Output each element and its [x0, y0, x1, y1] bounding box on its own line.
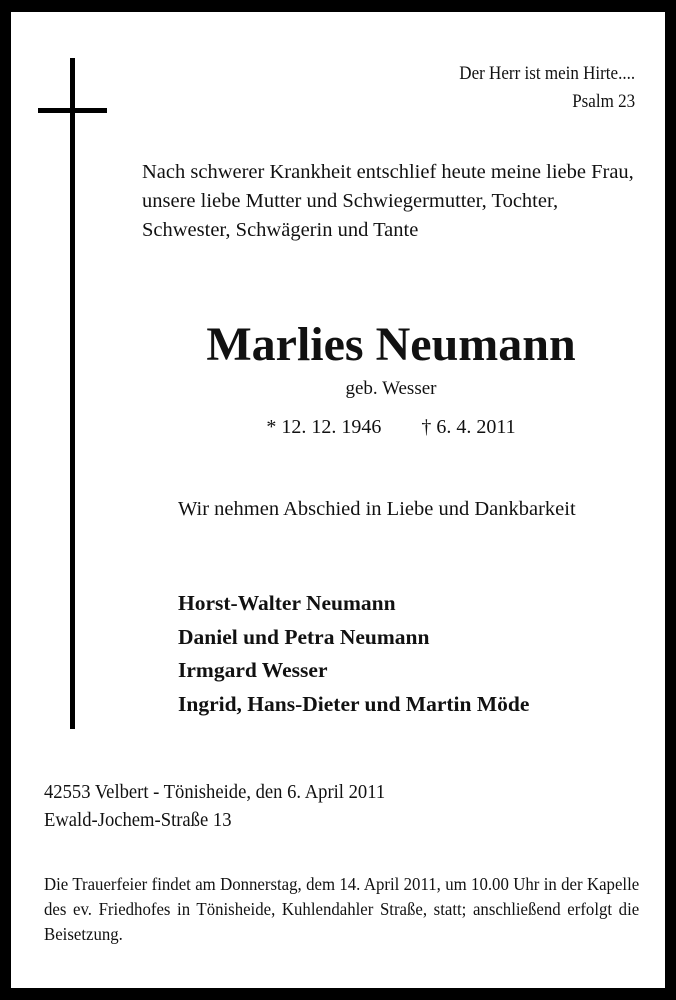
mourners-list: [178, 587, 529, 721]
maiden-name: geb. Wesser: [345, 378, 437, 399]
life-dates: [11, 412, 676, 442]
cross-icon-crossbar: [38, 108, 107, 113]
motto-text: Der Herr ist mein Hirte....: [459, 64, 635, 84]
address-block: [44, 778, 385, 834]
death-date: † 6. 4. 2011: [421, 416, 516, 438]
place-date: 42553 Velbert - Tönisheide, den 6. April 2011: [44, 781, 386, 803]
mourner: Ingrid, Hans-Dieter und Martin Möde: [178, 691, 530, 716]
deceased-name: Marlies Neumann: [206, 318, 576, 371]
mourner: Daniel und Petra Neumann: [178, 624, 430, 649]
psalm-motto: [459, 60, 635, 116]
street-address: Ewald-Jochem-Straße 13: [44, 809, 232, 831]
funeral-service-info: Die Trauerfeier findet am Donnerstag, dem 14. April 2011, um 10.00 Uhr in der Kapelle des ev. Friedhofes in Tönisheide, Kuhlendahler Straße, statt; anschließend erfolgt die Beisetzung.: [44, 874, 640, 944]
farewell-text: Wir nehmen Abschied in Liebe und Dankbarkeit: [178, 498, 576, 520]
mourner: Horst-Walter Neumann: [178, 591, 396, 615]
intro-text: Nach schwerer Krankheit entschlief heute meine liebe Frau, unsere liebe Mutter und Schwiegermutter, Tochter, Schwester, Schwägerin und Tante: [142, 161, 634, 241]
birth-date: * 12. 12. 1946: [266, 416, 382, 438]
obituary-notice: [11, 12, 665, 988]
motto-source: Psalm 23: [572, 92, 635, 112]
mourner: Irmgard Wesser: [178, 658, 328, 682]
